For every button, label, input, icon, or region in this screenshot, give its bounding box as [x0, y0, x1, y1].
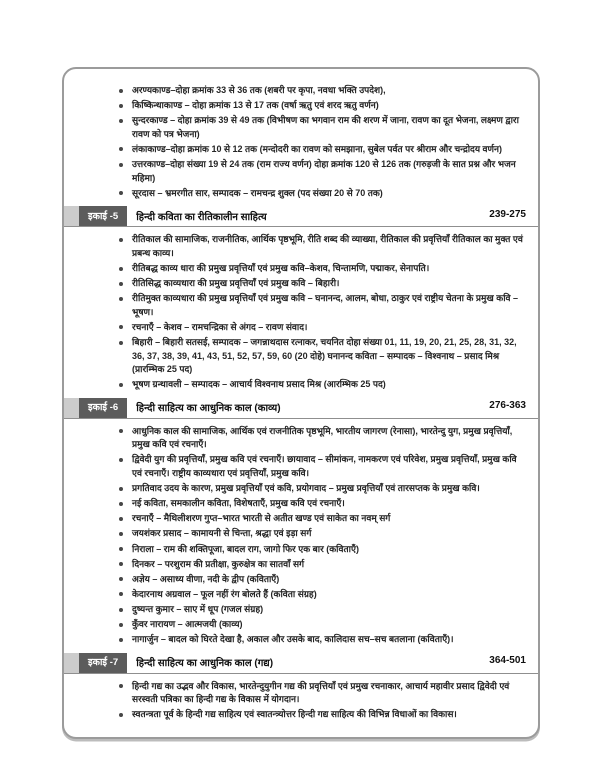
- topic-list: [64, 425, 538, 647]
- section-page-range: 276-363: [489, 400, 526, 412]
- topic-text: हिन्दी गद्य का उद्भव और विकास, भारतेन्दुयुगीन गद्य की प्रवृत्तियाँ एवं प्रमुख रचनाकार, आचार्य महावीर प्रसाद द्विवेदी एवं सरस्वती पत्रिका का हिन्दी गद्य के विकास में योगदान।: [132, 680, 528, 707]
- header-lead-strip: [64, 398, 79, 418]
- topic-text: उत्तरकाण्ड–दोहा संख्या 19 से 24 तक (राम राज्य वर्णन) दोहा क्रमांक 120 से 126 तक (गरुड़जी के सात प्रश्न और भजन महिमा): [132, 158, 528, 185]
- topic-text: लंकाकाण्ड–दोहा क्रमांक 10 से 12 तक (मन्दोदरी का रावण को समझाना, सुबेल पर्वत पर श्रीराम और चन्द्रोदय वर्णन): [132, 143, 528, 157]
- section: [64, 398, 538, 647]
- topic-text: केदारनाथ अग्रवाल – फूल नहीं रंग बोलते हैं (कविता संग्रह): [132, 588, 528, 602]
- contents-box: [62, 67, 540, 739]
- topic-list: [64, 680, 538, 722]
- topic-text: सूरदास – भ्रमरगीत सार, सम्पादक – रामचन्द्र शुक्ल (पद संख्या 20 से 70 तक): [132, 187, 528, 201]
- topic-text: निराला – राम की शक्तिपूजा, बादल राग, जागो फिर एक बार (कविताएँ): [132, 543, 528, 557]
- topic-text: आधुनिक काल की सामाजिक, आर्थिक एवं राजनीतिक पृष्ठभूमि, भारतीय जागरण (रेनासा), भारतेन्दु युग, प्रमुख प्रवृत्तियाँ, प्रमुख कवि एवं रचनाएँ।: [132, 425, 528, 452]
- section-page-range: 364-501: [489, 655, 526, 667]
- header-lead-strip: [64, 653, 79, 673]
- topic-text: रीतिमुक्त काव्यधारा की प्रमुख प्रवृत्तियाँ एवं प्रमुख कवि – घनानन्द, आलम, बोधा, ठाकुर एवं राष्ट्रीय चेतना के प्रमुख कवि – भूषण।: [132, 292, 528, 319]
- topic-text: जयशंकर प्रसाद – कामायनी से चिन्ता, श्रद्धा एवं इड़ा सर्ग: [132, 527, 528, 541]
- section-header: [64, 398, 538, 419]
- topic-text: रचनाएँ – केशव – रामचन्द्रिका से अंगद – रावण संवाद।: [132, 321, 528, 335]
- topic-text: दिनकर – परशुराम की प्रतीक्षा, कुरुक्षेत्र का सातवाँ सर्ग: [132, 558, 528, 572]
- section: [64, 653, 538, 722]
- section-header: [64, 206, 538, 227]
- section: [64, 84, 538, 200]
- topic-text: नागार्जुन – बादल को घिरते देखा है, अकाल और उसके बाद, कालिदास सच–सच बतलाना (कविताएँ)।: [132, 633, 528, 647]
- topic-text: बिहारी – बिहारी सतसई, सम्पादक – जगन्नाथदास रत्नाकर, चयनित दोहा संख्या 01, 11, 19, 20, 21, 25, 28, 31, 32, 36, 37, 38, 39, 41, 43, 51, 52, 57, 59, 60 (20 दोहे) घनानन्द कविता – सम्पादक – विश्वनाथ – प्रसाद मिश्र (प्रारम्भिक 25 पद): [132, 336, 528, 377]
- section-badge: इकाई -7: [79, 653, 127, 673]
- topic-text: प्रगतिवाद उदय के कारण, प्रमुख प्रवृत्तियाँ एवं कवि, प्रयोगवाद – प्रमुख प्रवृत्तियाँ एवं तारसप्तक के प्रमुख कवि।: [132, 482, 528, 496]
- topic-text: किष्किन्धाकाण्ड – दोहा क्रमांक 13 से 17 तक (वर्षा ऋतु एवं शरद ऋतु वर्णन): [132, 99, 528, 113]
- section-header: [64, 653, 538, 674]
- section-title: हिन्दी साहित्य का आधुनिक काल (काव्य): [136, 403, 281, 415]
- topic-text: रचनाएँ – मैथिलीशरण गुप्त–भारत भारती से अतीत खण्ड एवं साकेत का नवम् सर्ग: [132, 512, 528, 526]
- section-badge: इकाई -6: [79, 398, 127, 418]
- topic-text: द्विवेदी युग की प्रवृत्तियाँ, प्रमुख कवि एवं रचनाएँ। छायावाद – सीमांकन, नामकरण एवं परिवेश, प्रमुख प्रवृत्तियाँ, प्रमुख कवि एवं रचनाएँ। राष्ट्रीय काव्यधारा एवं प्रवृत्तियाँ, प्रमुख कवि।: [132, 453, 528, 480]
- topic-text: रीतिकाल की सामाजिक, राजनीतिक, आर्थिक पृष्ठभूमि, रीति शब्द की व्याख्या, रीतिकाल की प्रवृत्तियाँ रीतिकाल का मुक्त एवं प्रबन्ध काव्य।: [132, 233, 528, 260]
- topic-text: नई कविता, समकालीन कविता, विशेषताएँ, प्रमुख कवि एवं रचनाएँ।: [132, 497, 528, 511]
- topic-text: कुँवर नारायण – आत्मजयी (काव्य): [132, 618, 528, 632]
- section: [64, 206, 538, 392]
- topic-text: रीतिबद्ध काव्य धारा की प्रमुख प्रवृत्तियाँ एवं प्रमुख कवि–केशव, चिन्तामणि, पद्माकर, सेनापति।: [132, 262, 528, 276]
- section-title: हिन्दी कविता का रीतिकालीन साहित्य: [136, 211, 267, 223]
- topic-text: अरण्यकाण्ड–दोहा क्रमांक 33 से 36 तक (शबरी पर कृपा, नवधा भक्ति उपदेश),: [132, 84, 528, 98]
- topic-text: दुष्यन्त कुमार – साए में धूप (गजल संग्रह): [132, 603, 528, 617]
- topic-text: स्वतन्त्रता पूर्व के हिन्दी गद्य साहित्य एवं स्वातन्त्र्योत्तर हिन्दी गद्य साहित्य की विभिन्न विधाओं का विकास।: [132, 708, 528, 722]
- topic-list: [64, 84, 538, 200]
- topic-text: भूषण ग्रन्थावली – सम्पादक – आचार्य विश्वनाथ प्रसाद मिश्र (आरम्भिक 25 पद): [132, 378, 528, 392]
- topic-text: सुन्दरकाण्ड – दोहा क्रमांक 39 से 49 तक (विभीषण का भगवान राम की शरण में जाना, रावण का दूत भेजना, लक्ष्मण द्वारा रावण को पत्र भेजना): [132, 114, 528, 141]
- section-title: हिन्दी साहित्य का आधुनिक काल (गद्य): [136, 658, 274, 670]
- header-lead-strip: [64, 206, 79, 226]
- section-badge: इकाई -5: [79, 206, 127, 226]
- topic-list: [64, 233, 538, 392]
- topic-text: अज्ञेय – असाध्य वीणा, नदी के द्वीप (कविताएँ): [132, 573, 528, 587]
- section-page-range: 239-275: [489, 208, 526, 220]
- topic-text: रीतिसिद्ध काव्यधारा की प्रमुख प्रवृत्तियाँ एवं प्रमुख कवि – बिहारी।: [132, 277, 528, 291]
